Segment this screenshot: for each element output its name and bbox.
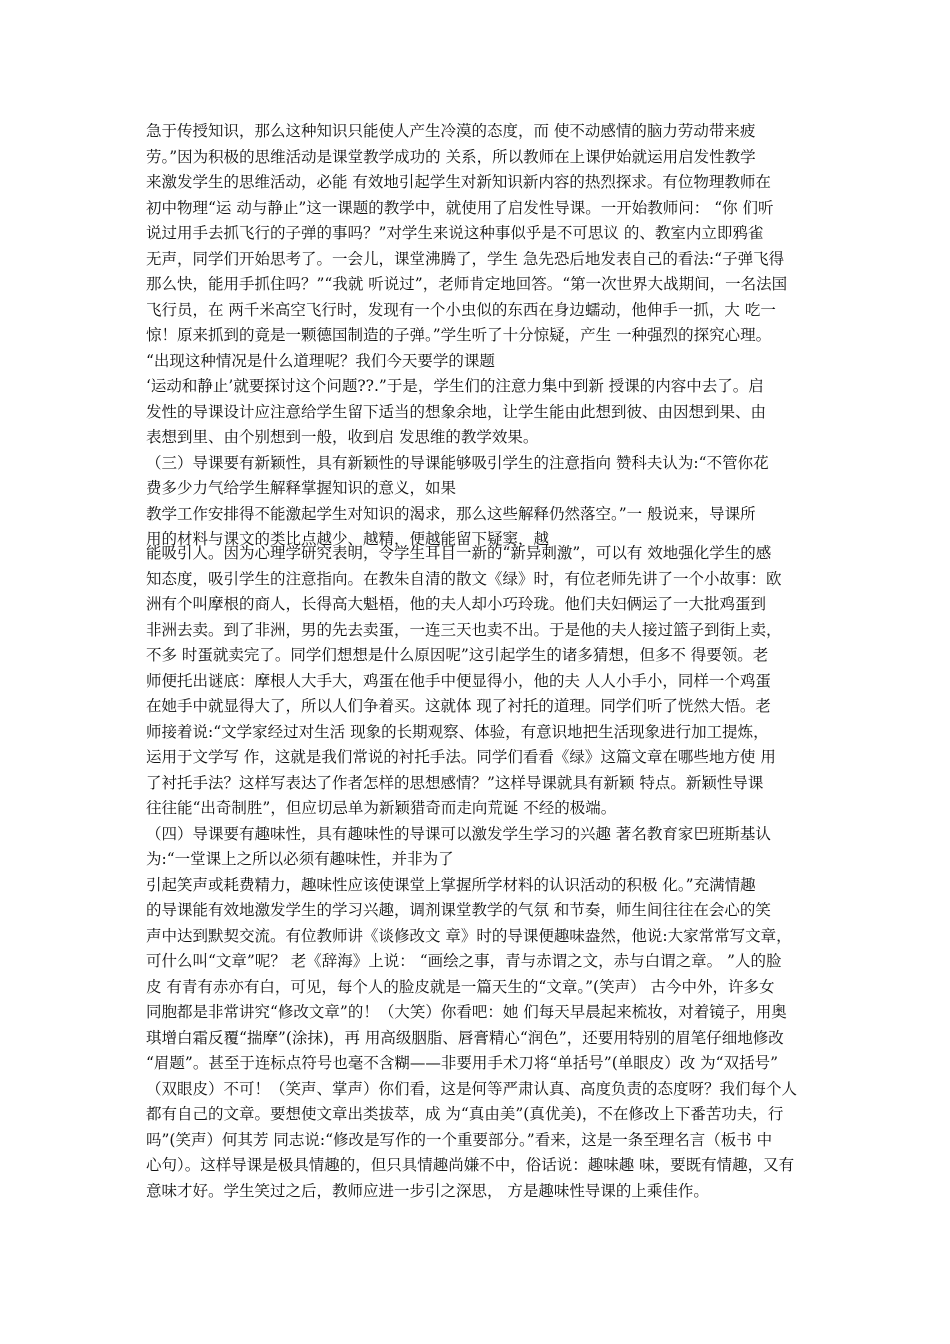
text-line: 引起笑声或耗费精力，趣味性应该使课堂上掌握所学材料的认识活动的积极 化。”充满情趣: [146, 875, 756, 894]
text-line: 心句）。这样导课是极具情趣的，但只具情趣尚嫌不中，俗话说：趣味趣 味，要既有情趣，又有: [146, 1156, 795, 1174]
text-line: 知态度，吸引学生的注意指向。在教朱自清的散文《绿》时，有位老师先讲了一个小故事：欧: [146, 569, 782, 588]
text-line: 师接着说:“文学家经过对生活 现象的长期观察、体验，有意识地把生活现象进行加工提炼，: [146, 722, 769, 741]
text-line: （三）导课要有新颖性，具有新颖性的导课能够吸引学生的注意指向 赞科夫认为:“不管你花: [146, 453, 769, 472]
text-line: 费多少力气给学生解释掌握知识的意义，如果: [146, 479, 457, 497]
text-line: ‘运动和静止’就要探讨这个问题??.”于是，学生们的注意力集中到新 授课的内容中去了。启: [146, 377, 764, 395]
text-line: 的导课能有效地激发学生的学习兴趣，调剂课堂教学的气氛 和节奏，师生间往往在会心的笑: [146, 901, 771, 919]
text-line: 那么快，能用手抓住吗？”“我就 听说过”，老师肯定地回答。“第一次世界大战期间，一名法国: [146, 275, 788, 293]
text-line: 教学工作安排得不能激起学生对知识的渴求，那么这些解释仍然落空。”一 般说来，导课所: [146, 504, 756, 523]
text-line: 皮 有青有赤亦有白，可见，每个人的脸皮就是一篇天生的“文章。”(笑声） 古今中外，许多女: [146, 977, 775, 996]
text-line: 说过用手去抓飞行的子弹的事吗？”对学生来说这种事似乎是不可思议 的、教室内立即鸦雀: [146, 224, 764, 242]
text-line: “出现这种情况是什么道理呢？我们今天要学的课题: [146, 351, 495, 370]
text-line: 师便托出谜底：摩根人大手大，鸡蛋在他手中便显得小，他的夫 人人小手小，同样一个鸡蛋: [146, 671, 771, 690]
text-line: 为:“一堂课上之所以必须有趣味性，并非为了: [146, 850, 454, 868]
text-line: 运用于文学写 作，这就是我们常说的衬托手法。同学们看看《绿》这篇文章在哪些地方使 用: [146, 748, 776, 766]
text-line: 急于传授知识，那么这种知识只能使人产生冷漠的态度，而 使不动感情的脑力劳动带来疲: [146, 122, 756, 140]
text-line: （四）导课要有趣味性，具有趣味性的导课可以激发学生学习的兴趣 著名教育家巴班斯基认: [146, 824, 771, 843]
text-line: 表想到里、由个别想到一般，收到启 发思维的教学效果。: [146, 428, 539, 446]
text-line: （双眼皮）不可！（笑声、掌声）你们看，这是何等严肃认真、高度负责的态度呀？我们每个人: [146, 1079, 798, 1098]
text-line: 能吸引人。因为心理学研究表明，令学生耳目一新的“新异刺激”，可以有 效地强化学生的感: [146, 544, 772, 562]
text-line: 劳。”因为积极的思维活动是课堂教学成功的 关系，所以教师在上课伊始就运用启发性教学: [146, 147, 756, 166]
text-line: 来激发学生的思维活动，必能 有效地引起学生对新知识新内容的热烈探求。有位物理教师在: [146, 173, 771, 191]
text-line: 声中达到默契交流。有位教师讲《谈修改文 章》时的导课便趣味盎然，他说:大家常常写文章，: [146, 926, 792, 945]
text-line: 不多 时蛋就卖完了。同学们想想是什么原因呢”这引起学生的诸多猜想，但多不 得要领。老: [146, 646, 769, 664]
text-line: 发性的导课设计应注意给学生留下适当的想象余地，让学生能由此想到彼、由因想到果、由: [146, 402, 767, 421]
text-line: 无声，同学们开始思考了。一会儿，课堂沸腾了，学生 急先恐后地发表自己的看法:“子弹飞得: [146, 249, 785, 268]
text-line: 可什么叫“文章”呢？ 老《辞海》上说： “画绘之事，青与赤谓之文，赤与白谓之章。 ”人的脸: [146, 952, 782, 970]
text-line: 往往能“出奇制胜”，但应切忌单为新颖猎奇而走向荒诞 不经的极端。: [146, 799, 617, 817]
text-line: 惊！原来抓到的竟是一颗德国制造的子弹。”学生听了十分惊疑，产生 一种强烈的探究心理。: [146, 326, 772, 344]
text-line: 意味才好。学生笑过之后，教师应进一步引之深思， 方是趣味性导课的上乘佳作。: [146, 1181, 709, 1200]
text-line: “眉题”。甚至于连标点符号也毫不含糊——非要用手术刀将“单括号”(单眼皮）改 为“双括号”: [146, 1054, 779, 1072]
text-line: 飞行员，在 两千米高空飞行时，发现有一个小虫似的东西在身边蠕动，他伸手一抓，大 吃一: [146, 300, 776, 319]
text-line: 都有自己的文章。要想使文章出类拔萃，成 为“真由美”(真优美)，不在修改上下番苦功夫，行: [146, 1105, 784, 1123]
text-line: 用的材料与课文的类比点越少、越精，便越能留下疑窦，越: [146, 530, 550, 548]
text-line: 了衬托手法？这样写表达了作者怎样的思想感情？”这样导课就具有新颖 特点。新颖性导课: [146, 773, 764, 792]
text-block-2: [146, 541, 814, 1204]
text-line: 非洲去卖。到了非洲，男的先去卖蛋，一连三天也卖不出。于是他的夫人接过篮子到街上卖，: [146, 620, 782, 639]
text-line: 在她手中就显得大了，所以人们争着买。这就体 现了衬托的道理。同学们听了恍然大悟。老: [146, 697, 771, 715]
text-line: 同胞都是非常讲究“修改文章”的！（大笑）你看吧：她 们每天早晨起来梳妆，对着镜子，用奥: [146, 1003, 787, 1021]
text-line: 洲有个叫摩根的商人，长得高大魁梧，他的夫人却小巧玲珑。他们夫妇俩运了一大批鸡蛋到: [146, 595, 767, 613]
text-line: 吗”(笑声）何其芳 同志说:“修改是写作的一个重要部分。”看来，这是一条至理名言（板书 中: [146, 1130, 773, 1149]
text-line: 琪增白霜反覆“揣摩”(涂抹)，再 用高级胭脂、唇膏精心“润色”，还要用特别的眉笔仔细地修改: [146, 1028, 784, 1047]
text-line: 初中物理“运 动与静止”这一课题的教学中，就使用了启发性导课。一开始教师问： “你 们听: [146, 198, 774, 217]
text-block-1: [146, 119, 814, 553]
